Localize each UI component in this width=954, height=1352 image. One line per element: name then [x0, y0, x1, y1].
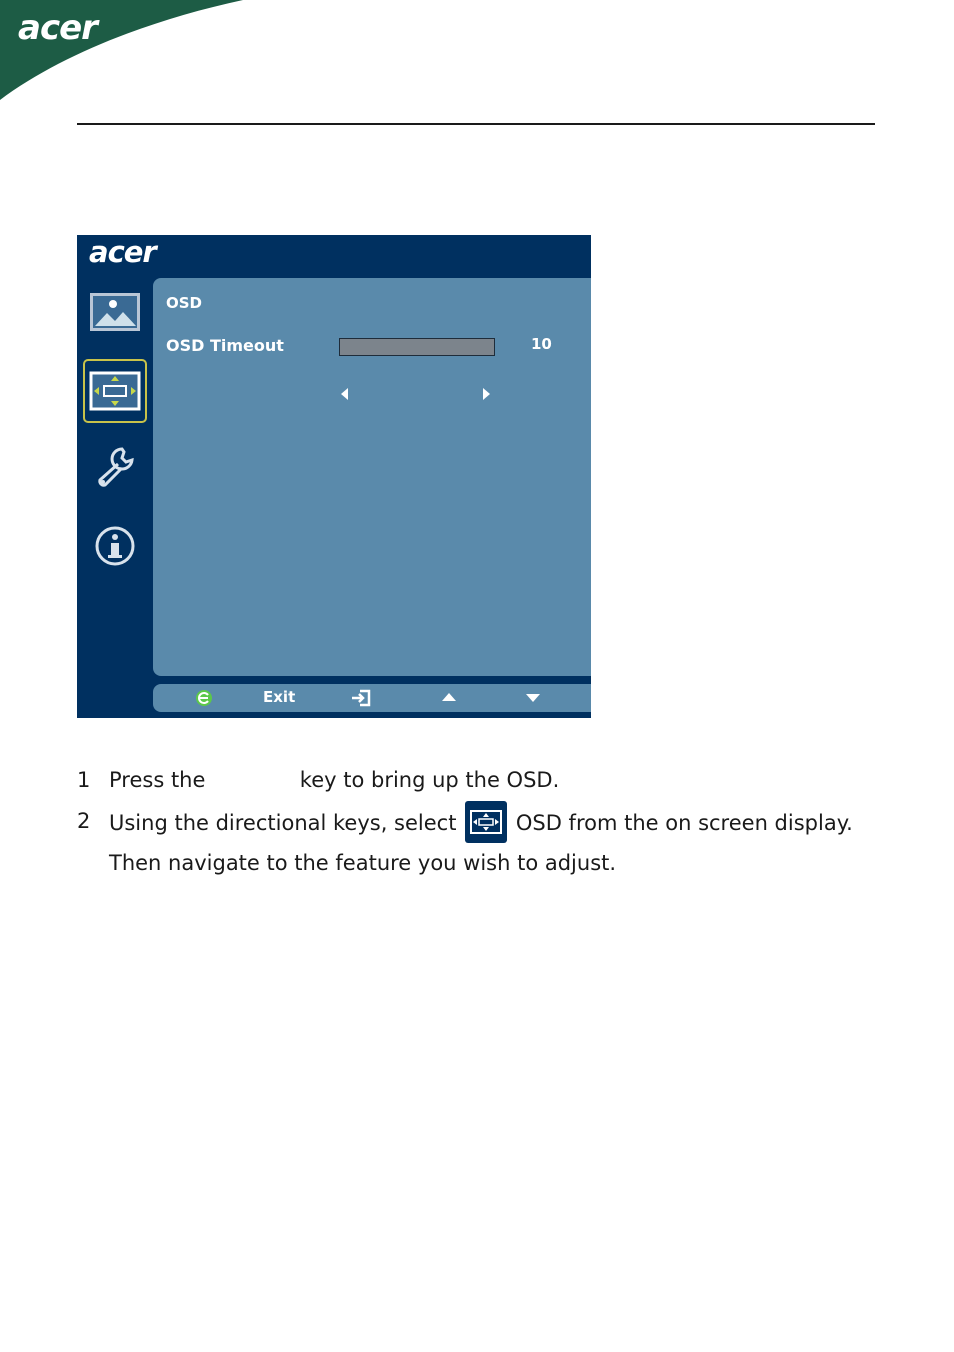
list-number: 1 — [77, 768, 91, 792]
header-rule — [77, 123, 875, 125]
brand-logo: acer — [18, 8, 97, 48]
triangle-left-icon[interactable] — [341, 388, 348, 400]
panel-title: OSD — [166, 294, 203, 312]
instruction-list — [77, 762, 877, 881]
sidebar-settings-tab[interactable] — [83, 435, 147, 499]
osd-content-panel — [153, 278, 591, 676]
triangle-right-icon[interactable] — [483, 388, 490, 400]
list-item — [77, 762, 877, 798]
step-text-after: key to bring up the OSD. — [299, 768, 560, 792]
list-number: 2 — [77, 809, 91, 833]
osd-timeout-label: OSD Timeout — [166, 336, 284, 355]
sidebar-picture-tab[interactable] — [83, 280, 147, 344]
sidebar-osd-tab[interactable] — [83, 359, 147, 423]
step-text-line2: Then navigate to the feature you wish to adjust. — [109, 851, 617, 875]
osd-position-icon — [89, 371, 141, 411]
osd-position-inline-icon — [465, 801, 507, 843]
information-icon — [93, 524, 137, 568]
osd-footer-bar — [153, 684, 591, 712]
osd-screenshot — [77, 235, 591, 718]
osd-timeout-slider[interactable] — [339, 338, 495, 356]
step-text-after: OSD from the on screen display. — [515, 811, 853, 835]
picture-icon — [90, 293, 140, 331]
osd-logo: acer — [89, 235, 156, 269]
sidebar-information-tab[interactable] — [83, 514, 147, 578]
list-item — [77, 803, 877, 881]
triangle-up-icon[interactable] — [442, 693, 456, 701]
step-text-before: Press the — [109, 768, 206, 792]
step-text-before: Using the directional keys, select — [109, 811, 457, 835]
empowering-icon[interactable] — [195, 689, 213, 707]
settings-wrench-icon — [92, 444, 138, 490]
enter-icon[interactable] — [351, 689, 371, 707]
osd-timeout-value: 10 — [531, 335, 552, 353]
triangle-down-icon[interactable] — [526, 694, 540, 702]
exit-label[interactable]: Exit — [263, 688, 296, 706]
